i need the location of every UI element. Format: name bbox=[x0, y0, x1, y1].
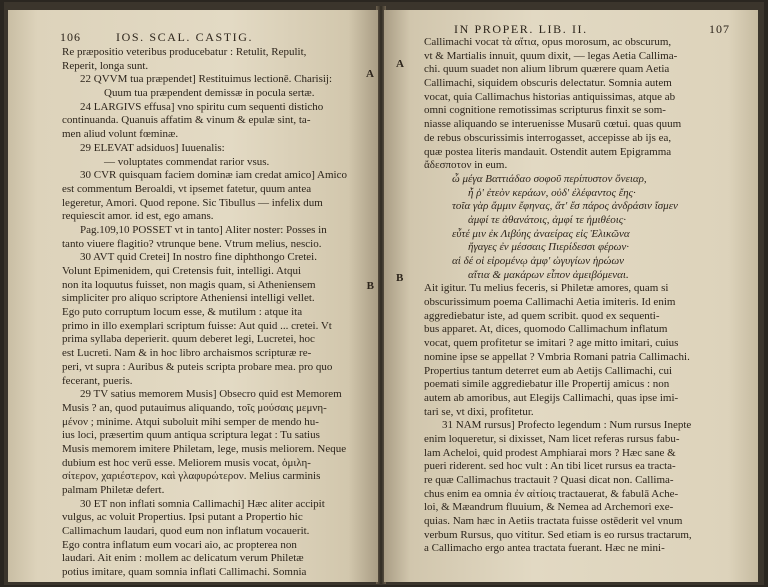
text-line: ἤγαγες ἐν μέσσαις Πιερίδεσσι φέρων· bbox=[468, 241, 630, 254]
text-line: potius imitare, quam somnia inflati Callimachi. Somnia bbox=[62, 566, 307, 579]
text-line: poemati simile aggrediebatur ille Propertij amicus : non bbox=[424, 378, 670, 391]
text-line: bus apparet. At, dices, quomodo Callimachum inflatum bbox=[424, 323, 668, 336]
text-line: chi. quum suadet non alium librum quærere quam Aetia bbox=[424, 63, 670, 76]
text-line: Ego contra inflatum eum vocari aio, ac propterea non bbox=[62, 538, 297, 551]
text-line: — voluptates commendat rarior vsus. bbox=[104, 155, 270, 168]
text-line: vt & Martialis innuit, quum dixit, — legas Aetia Callima- bbox=[424, 49, 678, 62]
text-line: ἄδεσποτον in eum. bbox=[424, 159, 508, 172]
text-line: Reperit, longa sunt. bbox=[62, 59, 149, 72]
text-line: non ita loquutus fuisset, non magis quam, si Atheniensem bbox=[62, 278, 316, 291]
text-line: loi, & Mæandrum fluuium, & Nemea ad Archemori exe- bbox=[424, 501, 674, 514]
text-line: aggrediebatur iste, ad quem scribit. quod ex sequenti- bbox=[424, 309, 660, 322]
text-line: ius loci, præsertim quum antiqua scriptura legat : Tu satius bbox=[62, 429, 320, 442]
running-head: IOS. SCAL. CASTIG. bbox=[116, 30, 254, 44]
text-line: est commentum Beroaldi, vt ipsemet fatetur, quum antea bbox=[62, 182, 312, 195]
text-line: obscurissimum poema Callimachi Aetia imiteris. Id enim bbox=[424, 296, 676, 309]
text-line: primo in illo exemplari scriptum fuisse: Aut quid ... cretei. Vt bbox=[62, 319, 332, 332]
text-line: prima syllaba deperierit. quum deberet legi, Lucretei, hoc bbox=[62, 333, 315, 346]
text-line: requiescit amor. id est, ego amans. bbox=[62, 210, 214, 223]
text-line: Quum tua præpendent demissæ in pocula sertæ. bbox=[104, 87, 315, 100]
text-line: legeretur, Amori. Quod repone. Sic Tibullus — infelix dum bbox=[62, 196, 323, 209]
text-line: ἀμφί τε ἀθανάτοις, ἀμφί τε ἡμιθέοις· bbox=[468, 213, 627, 226]
text-line: tari se, vt dixi, profitetur. bbox=[424, 405, 534, 418]
text-line: niasse aliquando se interuenisse Musarū cœtui. quas quum bbox=[424, 118, 682, 131]
text-line: men aliud volunt fœminæ. bbox=[62, 128, 179, 141]
text-line: tanto viuere flagitio? vtrunque bene. Vtrum melius, nescio. bbox=[62, 237, 322, 250]
text-line: ὦ μέγα Βαττιάδαο σοφοῦ περίπυστον ὄνειαρ, bbox=[452, 172, 647, 185]
text-line: 24 LARGIVS effusa] vno spiritu cum sequenti disticho bbox=[80, 100, 324, 113]
text-line: de rebus obscurissimis interrogasset, accepisse ab ijs ea, bbox=[424, 131, 672, 144]
text-line: ἦ ῥ' ἐτεὸν κεράων, οὐδ' ἐλέφαντος ἔης· bbox=[468, 186, 636, 199]
running-head: IN PROPER. LIB. II. bbox=[454, 22, 588, 36]
text-line: verbum Rursus, quo vititur. Sed etiam is eo rursus tractarum, bbox=[424, 528, 692, 541]
text-line: autem ab amoribus, aut Elegijs Callimachi, quas ipse imi- bbox=[424, 391, 679, 404]
text-line: re quæ Callimachus tractauit ? Quasi dicat non. Callima- bbox=[424, 474, 674, 486]
margin-marker-b: B bbox=[366, 280, 374, 292]
text-line: pueri riderent. sed hoc vult : An tibi licet rursus ea tracta- bbox=[424, 460, 676, 473]
text-line: 29 ELEVAT adsiduos] Iuuenalis: bbox=[80, 141, 225, 154]
text-line: omni cognitione remotissimas scripturus finxit se som- bbox=[424, 104, 666, 117]
text-line: continuanda. Quanuis affatim & vinum & epulæ sint, ta- bbox=[62, 114, 311, 127]
text-line: Musis ? an, quod putauimus aliquando, τοῖς μούσαις μεμνη- bbox=[62, 401, 327, 414]
text-line: nomine ipse se appellat ? Vmbria Romani patria Callimachi. bbox=[424, 350, 690, 363]
page-number: 107 bbox=[709, 22, 730, 36]
text-line: αἱ δέ οἱ εἰρομένῳ ἀμφ' ὠγυγίων ἡρώων bbox=[452, 255, 624, 267]
text-line: quæ postea literis mandauit. Ostendit autem Epigramma bbox=[424, 145, 672, 158]
text-line: enim loqueretur, si dixisset, Nam licet referas rursus fabu- bbox=[424, 432, 680, 445]
text-line: simpliciter pro aliquo scriptore Atheniensi intelligi vellet. bbox=[62, 292, 315, 305]
text-line: εὖτέ μιν ἐκ Λιβύης ἀναείρας εἰς Ἑλικῶνα bbox=[452, 227, 630, 240]
text-line: 30 AVT quid Cretei] In nostro fine diphthongo Cretei. bbox=[80, 251, 317, 264]
text-line: lam Acheloi, quid prodest Amphiarai mors ? Hæc sane & bbox=[424, 446, 676, 459]
text-line: Volunt Epimenidem, qui Cretensis fuit, intelligi. Atqui bbox=[62, 265, 302, 277]
text-line: Callimachi vocat τὰ αἴτια, opus morosum, ac obscurum, bbox=[424, 36, 672, 48]
page-number: 106 bbox=[60, 30, 81, 44]
text-line: peri, vt supra : Auribus & puteis scripta probare mea. pro quo bbox=[62, 360, 333, 373]
text-line: dubium est hoc verū esse. Meliorem musis vocat, ὁμιλη- bbox=[62, 456, 311, 469]
text-line: Callimachum laudari, quod eum non inflatum vocauerit. bbox=[62, 525, 310, 538]
text-line: 31 NAM rursus] Profecto legendum : Num rursus Inepte bbox=[442, 419, 692, 432]
text-line: est Lucreti. Nam & in hoc libro archaismos scripturæ re- bbox=[62, 347, 312, 360]
margin-marker-a: A bbox=[396, 58, 404, 70]
text-line: vulgus, ac voluit Propertius. Ipsi putant a Propertio hic bbox=[62, 511, 303, 524]
text-line: palmam Philetæ defert. bbox=[62, 484, 165, 496]
right-body-text bbox=[424, 36, 738, 556]
open-book bbox=[4, 2, 764, 585]
text-line: laudari. Ait enim : mollem ac delicatum verum Philetæ bbox=[62, 552, 304, 565]
text-line: 30 ET non inflati somnia Callimachi] Hæc aliter accipit bbox=[80, 497, 325, 510]
text-line: Propertius tantum deterret eum ab Aetijs Callimachi, cui bbox=[424, 364, 673, 377]
text-line: Callimachi, siquidem obscuris delectatur. Somnia autem bbox=[424, 77, 672, 90]
margin-marker-b: B bbox=[396, 272, 404, 284]
text-line: fecerant, pueris. bbox=[62, 374, 133, 387]
text-line: vocat, quia Callimachus historias antiquissimas, atque ab bbox=[424, 90, 676, 103]
text-line: σίτερον, χαριέστερον, καὶ γλαφυρώτερον. Melius carminis bbox=[62, 470, 321, 483]
text-line: quias. Nam hæc in Aetiis tractata fuisse ostēderit vel vnum bbox=[424, 515, 683, 528]
text-line: 22 QVVM tua præpendet] Restituimus lectionē. Charisij: bbox=[80, 73, 333, 86]
left-body-text bbox=[62, 46, 364, 580]
text-line: 30 CVR quisquam faciem dominæ iam credat amico] Amico bbox=[80, 169, 347, 182]
margin-marker-a: A bbox=[366, 68, 374, 80]
text-line: Musis memorem imitere Philetam, lege, musis meliorem. Neque bbox=[62, 442, 347, 455]
text-line: αἴτια & μακάρων εἶπον ἀμειβόμεναι. bbox=[468, 268, 629, 281]
text-line: chus enim ea omnia ἐν αἰτίοις tractauerat, & fabulā Ache- bbox=[424, 487, 679, 500]
left-page bbox=[8, 10, 378, 582]
right-page bbox=[384, 10, 758, 582]
text-line: Ait igitur. Tu melius feceris, si Philetæ amores, quam si bbox=[424, 282, 669, 295]
text-line: Re præpositio veteribus producebatur : Retulit, Repulit, bbox=[62, 46, 307, 58]
text-line: vocat, quem profitetur se imitari ? age mitto imitari, cuius bbox=[424, 337, 679, 350]
text-line: a Callimacho ergo antea tractata fuerant. Hæc ne mini- bbox=[424, 542, 665, 555]
text-line: Ego puto corruptum locum esse, & mutilum : atque ita bbox=[62, 306, 303, 319]
text-line: 29 TV satius memorem Musis] Obsecro quid est Memorem bbox=[80, 388, 342, 401]
text-line: τοῖα γὰρ ἄμμιν ἔφηνας, ἅτ' ἔσ πάρος ἀνδράσιν ἴσμεν bbox=[452, 200, 678, 213]
text-line: μένον ; minime. Atqui suboluit mihi semper de mendo hu- bbox=[62, 415, 319, 428]
text-line: Pag.109,10 POSSET vt in tanto] Aliter noster: Posses in bbox=[80, 223, 327, 236]
